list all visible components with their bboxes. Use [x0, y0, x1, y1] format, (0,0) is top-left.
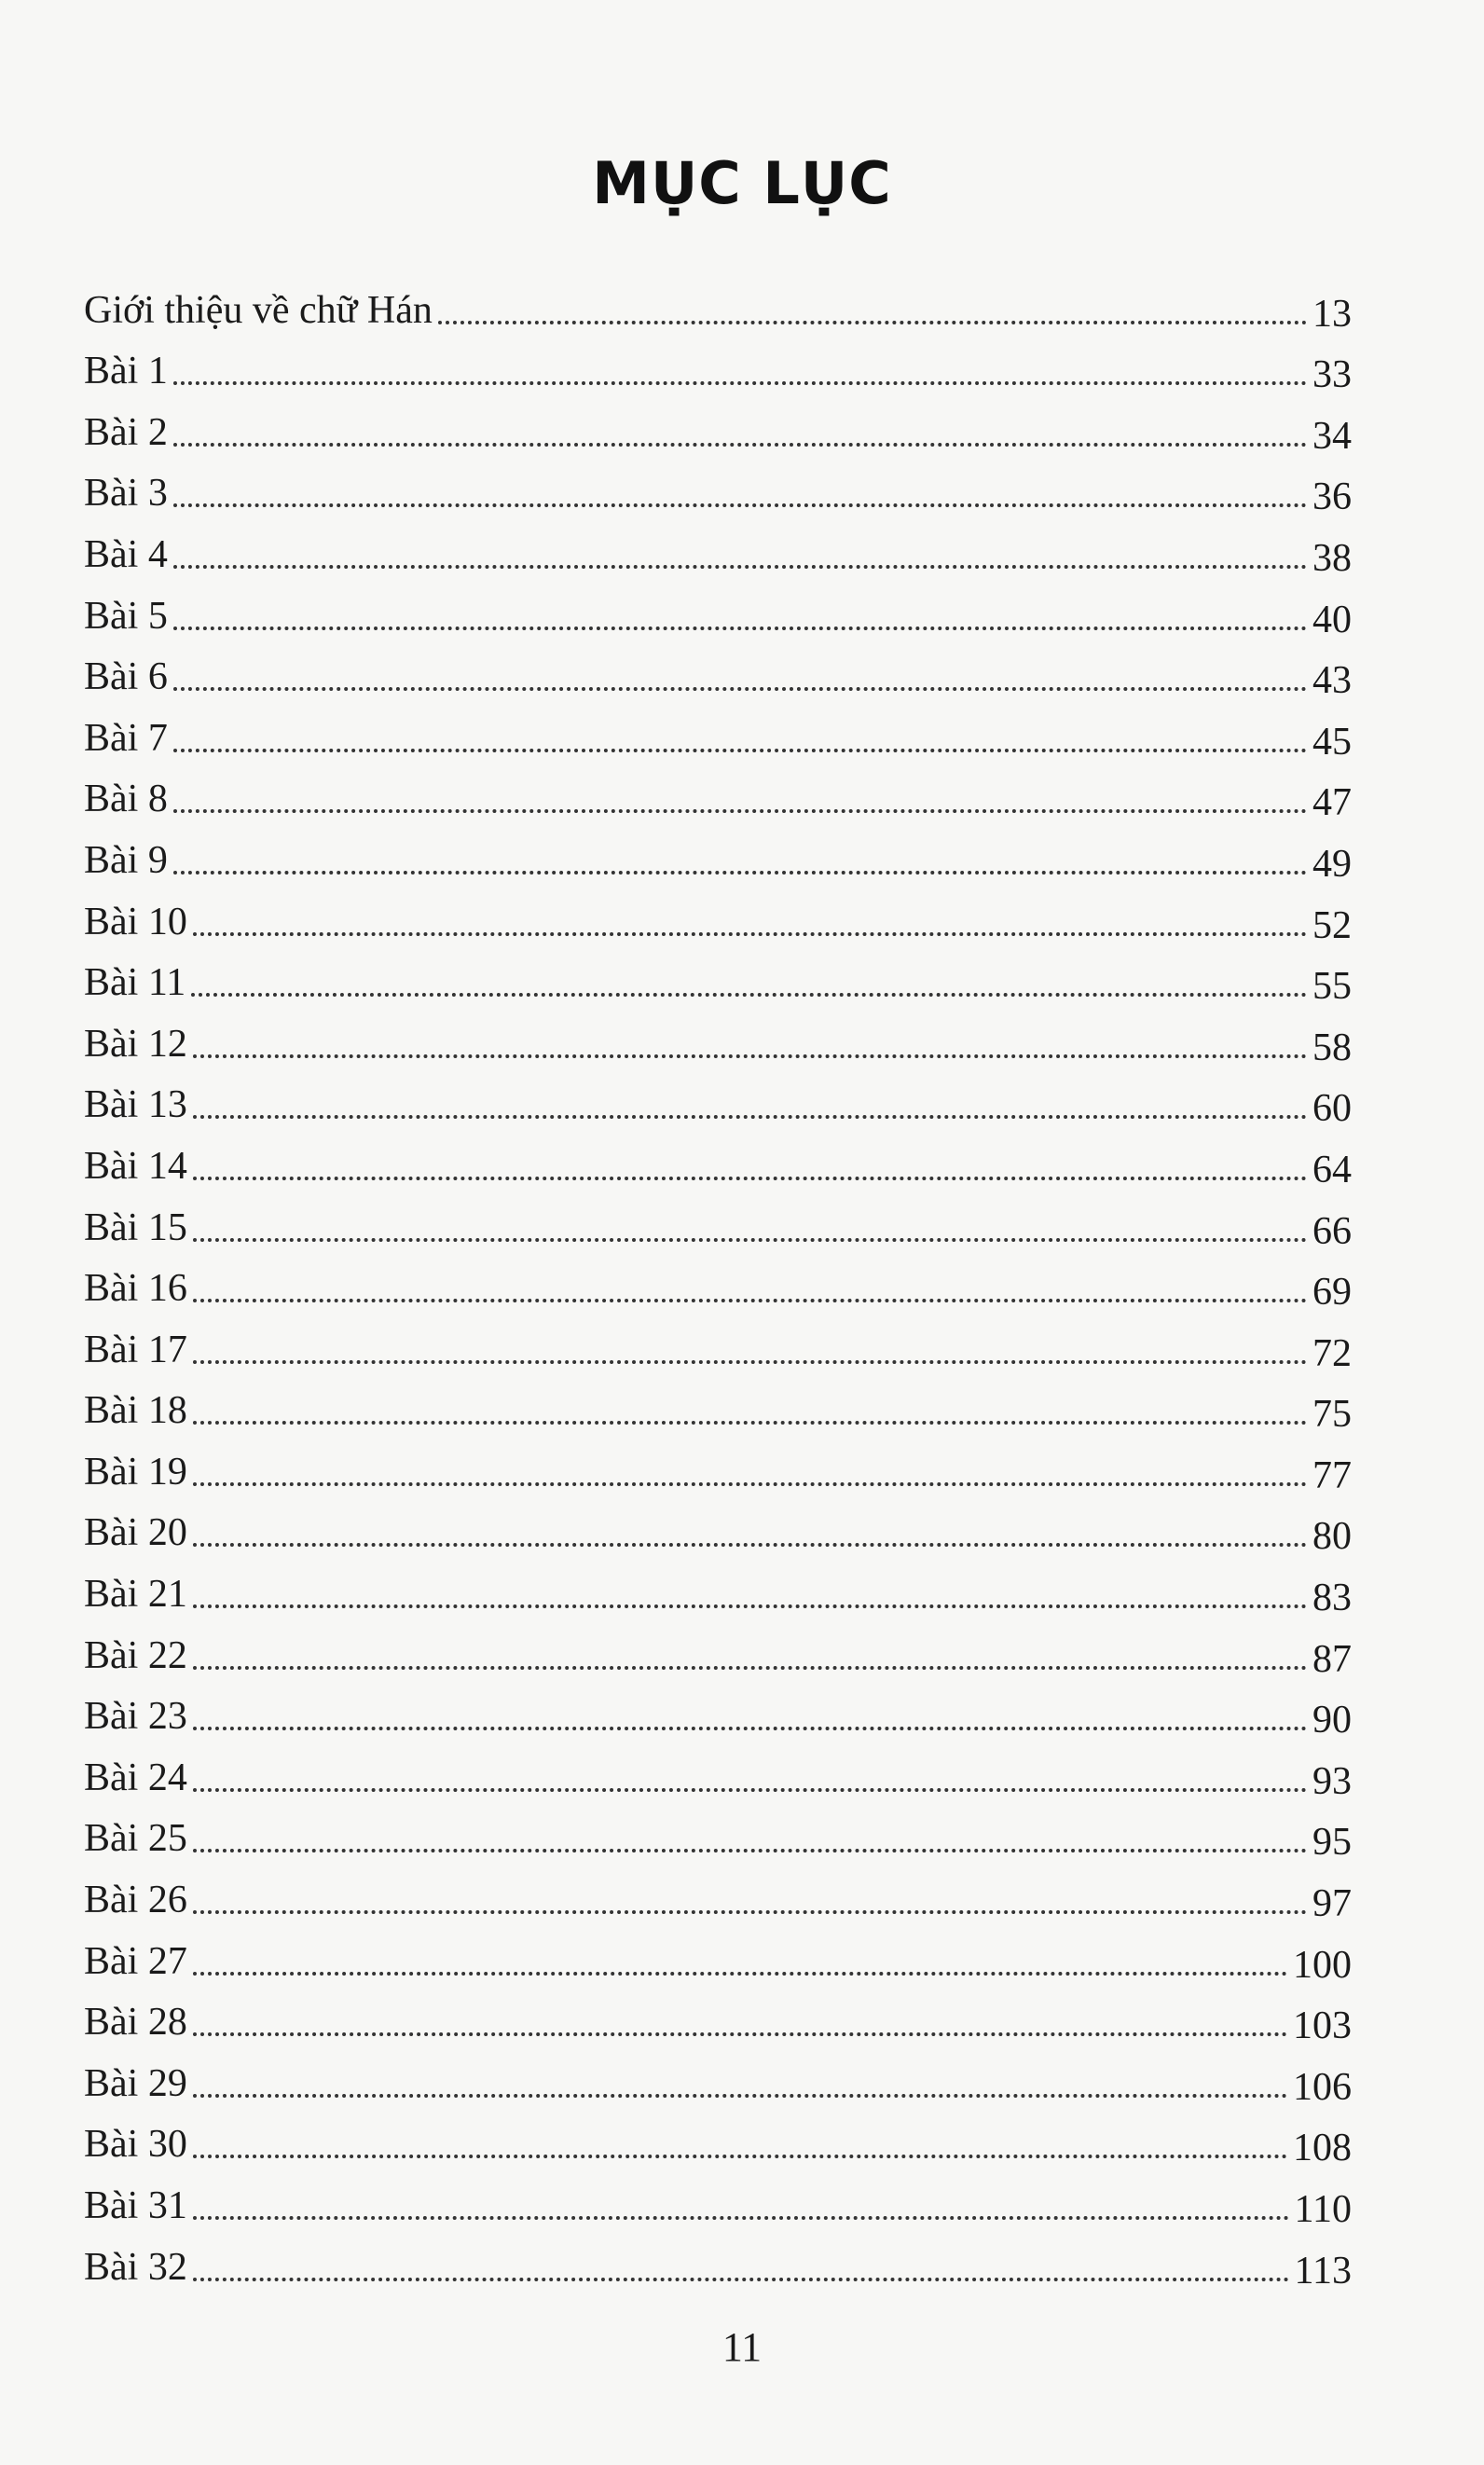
toc-entry-label: Bài 30: [84, 2123, 187, 2167]
toc-entry: [84, 1618, 1352, 1679]
toc-entry: [84, 700, 1352, 762]
toc-entry-page: 38: [1312, 536, 1352, 580]
toc-entry-label: Bài 3: [84, 472, 168, 516]
toc-entry: [84, 516, 1352, 578]
toc-entry-page: 95: [1312, 1821, 1352, 1865]
toc-entry: [84, 2168, 1352, 2229]
toc-entry-page: 100: [1293, 1943, 1352, 1987]
toc-entry-page: 43: [1312, 659, 1352, 703]
toc-entry-label: Bài 21: [84, 1573, 187, 1617]
toc-entry-page: 55: [1312, 965, 1352, 1009]
toc-entry: [84, 1190, 1352, 1251]
toc-entry: [84, 394, 1352, 456]
toc-dot-leader: [193, 2025, 1287, 2036]
toc-entry-label: Bài 15: [84, 1205, 187, 1249]
toc-entry-page: 40: [1312, 598, 1352, 641]
toc-entry-page: 33: [1312, 353, 1352, 397]
toc-entry-page: 97: [1312, 1882, 1352, 1926]
toc-entry: [84, 334, 1352, 395]
toc-entry: [84, 1495, 1352, 1557]
toc-entry-label: Bài 12: [84, 1022, 187, 1066]
toc-entry-page: 45: [1312, 720, 1352, 764]
toc-entry-label: Bài 32: [84, 2245, 187, 2289]
toc-dot-leader: [193, 1231, 1307, 1242]
toc-entry: [84, 1556, 1352, 1618]
toc-entry-label: Bài 26: [84, 1879, 187, 1922]
toc-entry-page: 113: [1294, 2249, 1352, 2293]
toc-dot-leader: [193, 1413, 1307, 1425]
toc-entry-page: 64: [1312, 1148, 1352, 1191]
toc-dot-leader: [193, 1169, 1307, 1180]
toc-entry: [84, 1740, 1352, 1801]
toc-entry-label: Bài 24: [84, 1756, 187, 1799]
page-title: MỤC LỤC: [592, 149, 892, 217]
toc-entry-page: 93: [1312, 1759, 1352, 1803]
toc-dot-leader: [193, 2209, 1289, 2220]
toc-entry-page: 80: [1312, 1515, 1352, 1559]
toc-entry: [84, 1312, 1352, 1373]
toc-entry-page: 52: [1312, 903, 1352, 947]
toc-entry-label: Bài 1: [84, 350, 168, 393]
toc-entry: [84, 1006, 1352, 1067]
toc-dot-leader: [173, 680, 1307, 691]
toc-dot-leader: [193, 1597, 1307, 1608]
toc-entry-label: Bài 9: [84, 838, 168, 882]
toc-dot-leader: [193, 1719, 1307, 1730]
toc-entry-label: Bài 25: [84, 1817, 187, 1861]
toc-dot-leader: [173, 619, 1307, 630]
toc-entry-page: 66: [1312, 1209, 1352, 1253]
toc-entry: [84, 1434, 1352, 1495]
toc-entry: [84, 1251, 1352, 1313]
toc-entry-page: 49: [1312, 842, 1352, 886]
toc-entry: [84, 1679, 1352, 1741]
toc-entry: [84, 1985, 1352, 2046]
toc-entry-page: 69: [1312, 1271, 1352, 1315]
toc-dot-leader: [193, 1353, 1307, 1364]
toc-entry-label: Bài 2: [84, 410, 168, 454]
toc-dot-leader: [173, 374, 1307, 385]
toc-entry: [84, 884, 1352, 945]
toc-entry-label: Bài 10: [84, 900, 187, 943]
toc-dot-leader: [193, 1841, 1307, 1852]
toc-entry: [84, 640, 1352, 701]
toc-entry-page: 108: [1293, 2127, 1352, 2170]
toc-dot-leader: [193, 1535, 1307, 1547]
toc-entry: [84, 762, 1352, 823]
toc-entry: [84, 1128, 1352, 1190]
toc-entry-label: Bài 8: [84, 778, 168, 821]
toc-entry-page: 75: [1312, 1393, 1352, 1437]
toc-entry: [84, 578, 1352, 640]
table-of-contents: [84, 272, 1352, 2291]
toc-entry-label: Bài 22: [84, 1633, 187, 1677]
toc-entry-label: Bài 19: [84, 1450, 187, 1494]
toc-entry: [84, 945, 1352, 1007]
toc-dot-leader: [173, 435, 1307, 447]
toc-entry: [84, 1862, 1352, 1926]
toc-entry-page: 47: [1312, 781, 1352, 825]
toc-entry-page: 110: [1294, 2188, 1352, 2231]
toc-entry-page: 36: [1312, 475, 1352, 519]
toc-dot-leader: [193, 2147, 1287, 2158]
toc-entry: [84, 2107, 1352, 2169]
toc-dot-leader: [438, 313, 1307, 324]
toc-entry-label: Bài 28: [84, 2001, 187, 2045]
toc-entry-label: Bài 27: [84, 1939, 187, 1983]
toc-entry-page: 60: [1312, 1087, 1352, 1131]
toc-entry: [84, 1067, 1352, 1129]
toc-entry: [84, 2229, 1352, 2291]
toc-entry-label: Bài 4: [84, 532, 168, 576]
toc-dot-leader: [193, 1964, 1287, 1976]
toc-entry-page: 83: [1312, 1577, 1352, 1620]
toc-entry: [84, 1923, 1352, 1985]
toc-entry-label: Bài 16: [84, 1267, 187, 1311]
toc-entry-page: 77: [1312, 1453, 1352, 1497]
toc-dot-leader: [191, 985, 1307, 997]
toc-entry-page: 58: [1312, 1026, 1352, 1069]
toc-dot-leader: [193, 925, 1307, 936]
toc-entry-page: 72: [1312, 1331, 1352, 1375]
toc-entry: [84, 456, 1352, 517]
toc-entry: [84, 822, 1352, 884]
toc-entry-page: 87: [1312, 1637, 1352, 1681]
toc-entry-label: Bài 18: [84, 1389, 187, 1433]
toc-dot-leader: [193, 1475, 1307, 1486]
toc-dot-leader: [193, 1108, 1307, 1119]
toc-dot-leader: [193, 1903, 1307, 1914]
toc-entry-label: Bài 29: [84, 2061, 187, 2105]
toc-entry: [84, 1373, 1352, 1435]
toc-entry-label: Bài 20: [84, 1511, 187, 1555]
toc-dot-leader: [173, 802, 1307, 813]
toc-entry-label: Bài 7: [84, 716, 168, 760]
toc-entry-page: 34: [1312, 414, 1352, 458]
toc-entry-label: Bài 31: [84, 2184, 187, 2227]
toc-dot-leader: [173, 558, 1307, 569]
toc-entry: [84, 1801, 1352, 1863]
toc-dot-leader: [193, 1047, 1307, 1058]
toc-entry: [84, 2045, 1352, 2107]
toc-entry-page: 103: [1293, 2004, 1352, 2048]
toc-dot-leader: [173, 741, 1307, 752]
toc-dot-leader: [193, 2270, 1289, 2281]
page-number: 11: [721, 2324, 763, 2370]
toc-entry-label: Bài 6: [84, 655, 168, 699]
toc-dot-leader: [193, 2086, 1287, 2098]
toc-entry-label: Bài 11: [84, 961, 186, 1005]
toc-entry-label: Giới thiệu về chữ Hán: [84, 288, 433, 332]
toc-dot-leader: [173, 496, 1307, 507]
toc-entry-label: Bài 14: [84, 1144, 187, 1188]
toc-entry-page: 90: [1312, 1699, 1352, 1742]
toc-entry-page: 13: [1312, 292, 1352, 336]
toc-entry: [84, 272, 1352, 334]
toc-entry-label: Bài 23: [84, 1695, 187, 1739]
toc-entry-label: Bài 17: [84, 1328, 187, 1371]
toc-dot-leader: [193, 1659, 1307, 1670]
toc-entry-page: 106: [1293, 2065, 1352, 2109]
toc-entry-label: Bài 5: [84, 594, 168, 638]
toc-dot-leader: [193, 1291, 1307, 1302]
toc-dot-leader: [193, 1781, 1307, 1792]
toc-entry-label: Bài 13: [84, 1083, 187, 1127]
toc-dot-leader: [173, 863, 1307, 874]
